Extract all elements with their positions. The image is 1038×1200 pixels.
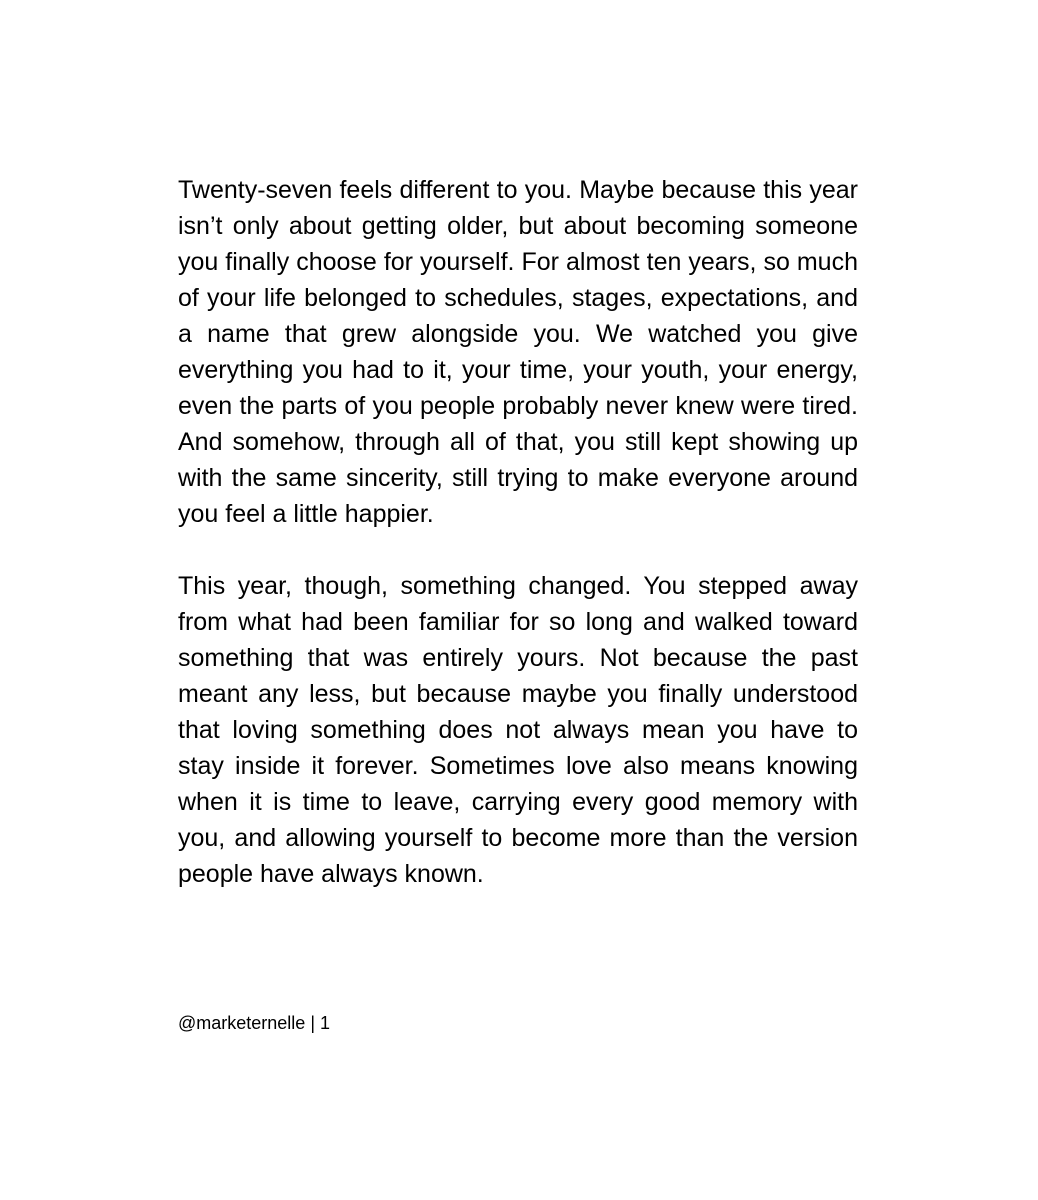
letter-body — [178, 172, 858, 892]
paragraph-2: This year, though, something changed. You stepped away from what had been familiar for so long and walked toward something that was entirely yours. Not because the past meant any less, but because maybe you finally understood that loving something does not always mean you have to stay inside it forever. Sometimes love also means knowing when it is time to leave, carrying every good memory with you, and allowing yourself to become more than the version people have always known. — [178, 572, 858, 888]
paragraph-1: Twenty-seven feels different to you. Maybe because this year isn’t only about getting older, but about becoming someone you finally choose for yourself. For almost ten years, so much of your life belonged to schedules, stages, expectations, and a name that grew alongside you. We watched you give everything you had to it, your time, your youth, your energy, even the parts of you people probably never knew were tired. And somehow, through all of that, you still kept showing up with the same sincerity, still trying to make everyone around you feel a little happier. — [178, 176, 858, 528]
footer-credit: @marketernelle | 1 — [178, 1013, 331, 1033]
